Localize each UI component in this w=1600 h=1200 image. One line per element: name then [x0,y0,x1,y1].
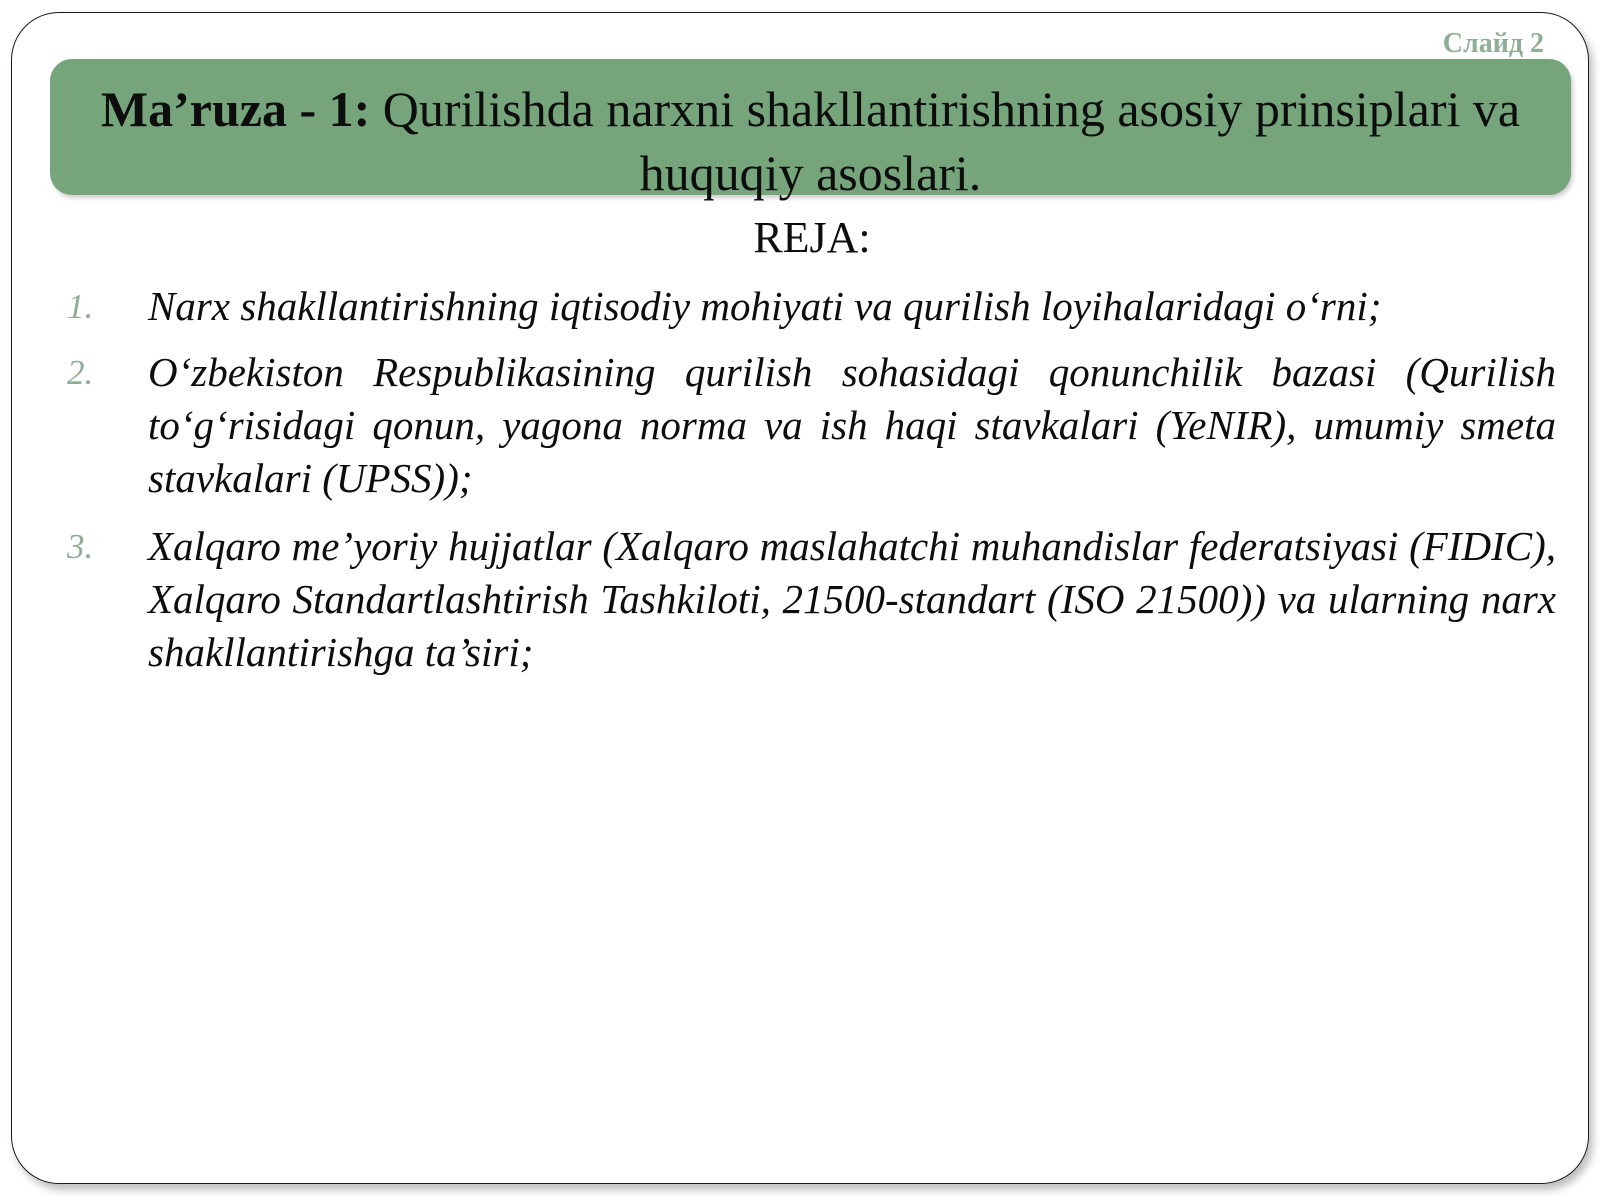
item-text: Narx shakllantirishning iqtisodiy mohiyati va qurilish loyihalaridagi o‘rni; [148,283,1382,329]
title-regular-part: Qurilishda narxni shakllantirishning asosiy prinsiplari va huquqiy asoslari. [370,81,1521,201]
slide-title [50,77,1571,205]
slide-number: Слайд 2 [1442,28,1544,59]
title-bold-part: Ma’ruza - 1: [100,81,371,137]
item-number: 3. [67,527,94,566]
item-text: O‘zbekiston Respublikasining qurilish sohasidagi qonunchilik bazasi (Qurilish to‘g‘risidagi qonun, yagona norma va ish haqi stavkalari (YeNIR), umumiy smeta stavkalari (UPSS)); [148,349,1556,501]
item-text: Xalqaro me’yoriy hujjatlar (Xalqaro maslahatchi muhandislar federatsiyasi (FIDIC), Xalqaro Standartlashtirish Tashkiloti, 21500-standart (ISO 21500)) va ularning narx shakllantirishga ta’siri; [148,523,1556,675]
item-number: 1. [67,287,94,326]
plan-heading: REJA: [753,213,871,262]
item-number: 2. [67,353,94,392]
